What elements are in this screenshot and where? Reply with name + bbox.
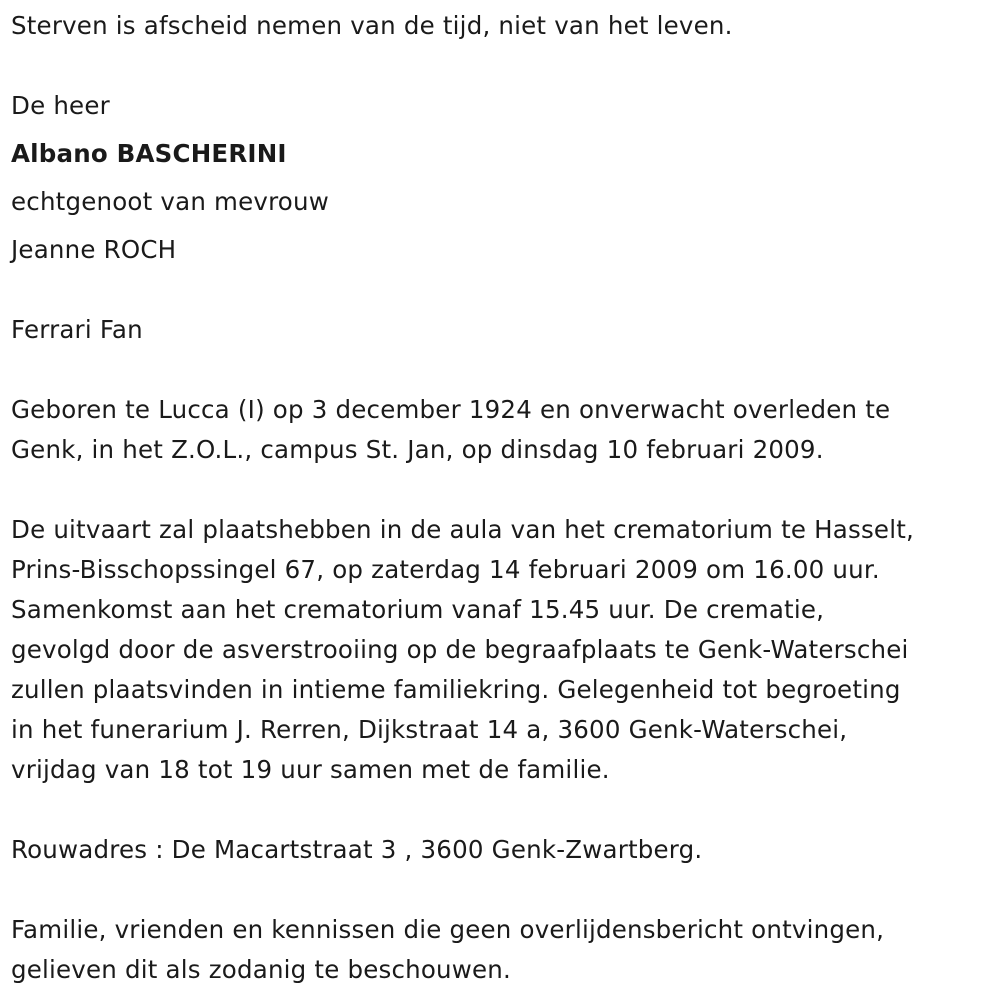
mourning-address: Rouwadres : De Macartstraat 3 , 3600 Genk-Zwartberg.	[11, 835, 703, 864]
honorific: De heer	[11, 91, 110, 120]
paragraph-line: Genk, in het Z.O.L., campus St. Jan, op dinsdag 10 februari 2009.	[11, 435, 824, 464]
deceased-name: Albano BASCHERINI	[11, 139, 287, 168]
motto: Sterven is afscheid nemen van de tijd, niet van het leven.	[11, 11, 733, 40]
paragraph-line: gelieven dit als zodanig te beschouwen.	[11, 955, 512, 984]
spouse-name: Jeanne ROCH	[11, 235, 177, 264]
paragraph-line: Familie, vrienden en kennissen die geen overlijdensbericht ontvingen,	[11, 915, 885, 944]
paragraph-line: gevolgd door de asverstrooiing op de begraafplaats te Genk-Waterschei	[11, 635, 909, 664]
paragraph-line: Prins-Bisschopssingel 67, op zaterdag 14 februari 2009 om 16.00 uur.	[11, 555, 880, 584]
paragraph-line: De uitvaart zal plaatshebben in de aula van het crematorium te Hasselt,	[11, 515, 915, 544]
paragraph-line: Samenkomst aan het crematorium vanaf 15.45 uur. De crematie,	[11, 595, 825, 624]
paragraph-line: vrijdag van 18 tot 19 uur samen met de familie.	[11, 755, 610, 784]
spouse-intro: echtgenoot van mevrouw	[11, 187, 329, 216]
paragraph-line: zullen plaatsvinden in intieme familiekring. Gelegenheid tot begroeting	[11, 675, 901, 704]
paragraph-line: Geboren te Lucca (I) op 3 december 1924 en onverwacht overleden te	[11, 395, 891, 424]
paragraph-line: in het funerarium J. Rerren, Dijkstraat 14 a, 3600 Genk-Waterschei,	[11, 715, 848, 744]
personal-note: Ferrari Fan	[11, 315, 143, 344]
